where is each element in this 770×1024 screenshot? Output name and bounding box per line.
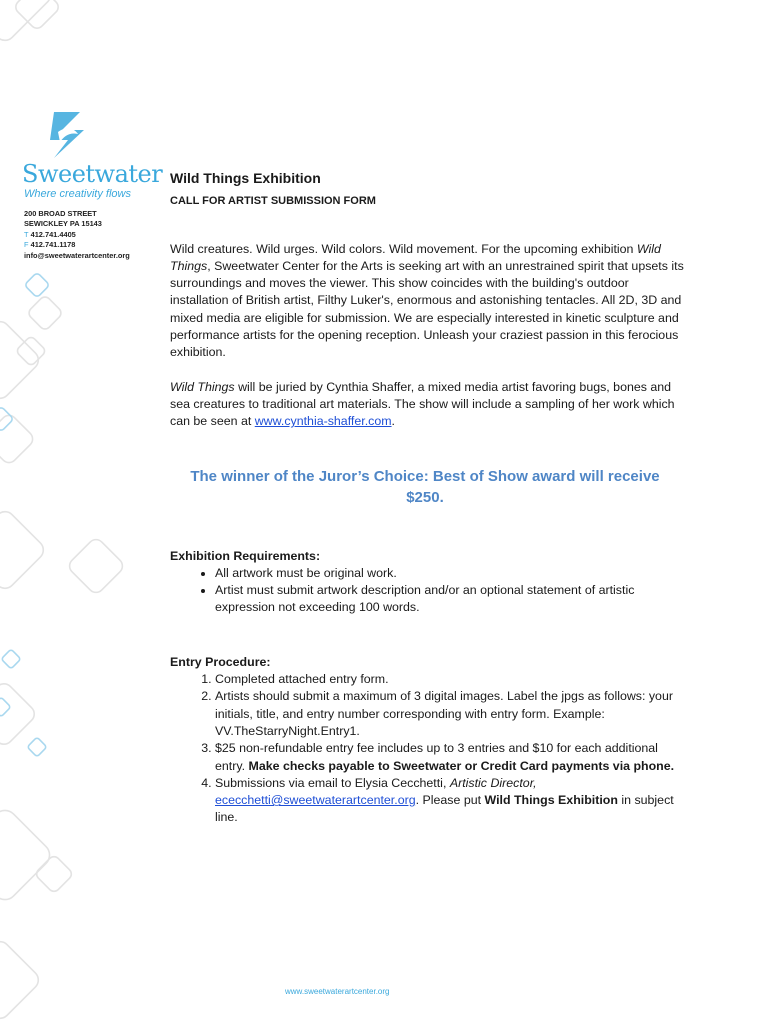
page-subtitle: CALL FOR ARTIST SUBMISSION FORM: [170, 195, 376, 208]
brand-tagline: Where creativity flows: [24, 188, 131, 200]
phone-line: [24, 230, 130, 240]
juror-text-end: .: [391, 414, 395, 429]
director-title: Artistic Director,: [449, 775, 537, 790]
award-announcement: [170, 466, 690, 508]
award-amount: $250.: [406, 488, 444, 506]
address-line-1: 200 BROAD STREET: [24, 209, 97, 218]
juror-exhibition-name: Wild Things: [170, 379, 235, 394]
contact-block: [24, 209, 130, 261]
fax-number: 412.741.1178: [30, 240, 76, 250]
juror-website-link[interactable]: www.cynthia-shaffer.com: [254, 414, 392, 429]
requirements-list: [215, 565, 690, 617]
fax-line: [24, 240, 130, 250]
address-line-2: SEWICKLEY PA 15143: [24, 219, 102, 229]
intro-text-cont: , Sweetwater Center for the Arts is seeking art with an unrestrained spirit that upsets its surroundings and moves the viewer. This show coincides with the building's outdoor installation of British artist, Filthy Luker's, enormous and astonishing tentacles. All 2D, 3D and mixed media are eligible for submission. We are especially interested in kinetic sculpture and performance artists for the opening reception. Unleash your craziest passion in this ferocious exhibition.: [170, 258, 684, 360]
contact-email: info@sweetwaterartcenter.org: [24, 250, 130, 260]
main-content: [170, 170, 690, 827]
phone-label: T: [24, 229, 29, 239]
list-item: 2. Artists should submit a maximum of 3 digital images. Label the jpgs as follows: your initials, title, and entry number corresponding with entry form. Example: VV.TheStarryNight.Entry1.: [215, 688, 690, 740]
subject-line-name: Wild Things Exhibition: [484, 793, 618, 808]
footer-website: www.sweetwaterartcenter.org: [285, 987, 390, 996]
list-item: 1. Completed attached entry form.: [215, 671, 690, 688]
intro-exhibition-name: Wild Things: [170, 241, 661, 273]
sweetwater-swirl-icon: [44, 110, 92, 166]
intro-paragraph: [170, 241, 690, 362]
juror-text: will be juried by Cynthia Shaffer, a mixed media artist favoring bugs, bones and sea creatures to traditional art materials. The show will include a sampling of her work which can be seen at: [170, 379, 675, 429]
requirements-heading: Exhibition Requirements:: [170, 548, 321, 563]
requirements-section: [170, 548, 690, 617]
list-item: [215, 775, 690, 827]
director-email-link[interactable]: ececchetti@sweetwaterartcenter.org: [215, 793, 416, 808]
procedure-list: [215, 671, 690, 827]
submission-text-end: in subject line.: [215, 793, 674, 825]
payment-note: Make checks payable to Sweetwater or Credit Card payments via phone.: [248, 758, 675, 773]
list-item: • Artist must submit artwork description and/or an optional statement of artistic expression not exceeding 100 words.: [215, 582, 690, 617]
submission-text-cont: . Please put: [415, 793, 485, 808]
fee-text: $25 non-refundable entry fee includes up to 3 entries and $10 for each additional entry.: [215, 741, 658, 773]
fax-label: F: [24, 240, 29, 250]
award-line-1: The winner of the Juror’s Choice: Best of Show award will receive: [190, 467, 660, 485]
page-title: Wild Things Exhibition: [170, 170, 321, 186]
intro-text: Wild creatures. Wild urges. Wild colors. Wild movement. For the upcoming exhibition: [170, 241, 637, 256]
phone-number: 412.741.4405: [30, 229, 76, 239]
procedure-section: [170, 654, 690, 827]
juror-paragraph: [170, 379, 690, 431]
submission-text: Submissions via email to Elysia Cecchetti,: [215, 775, 450, 790]
brand-name: Sweetwater: [22, 160, 163, 188]
list-item: • All artwork must be original work.: [215, 565, 690, 582]
list-item: [215, 740, 690, 775]
procedure-heading: Entry Procedure:: [170, 654, 271, 669]
